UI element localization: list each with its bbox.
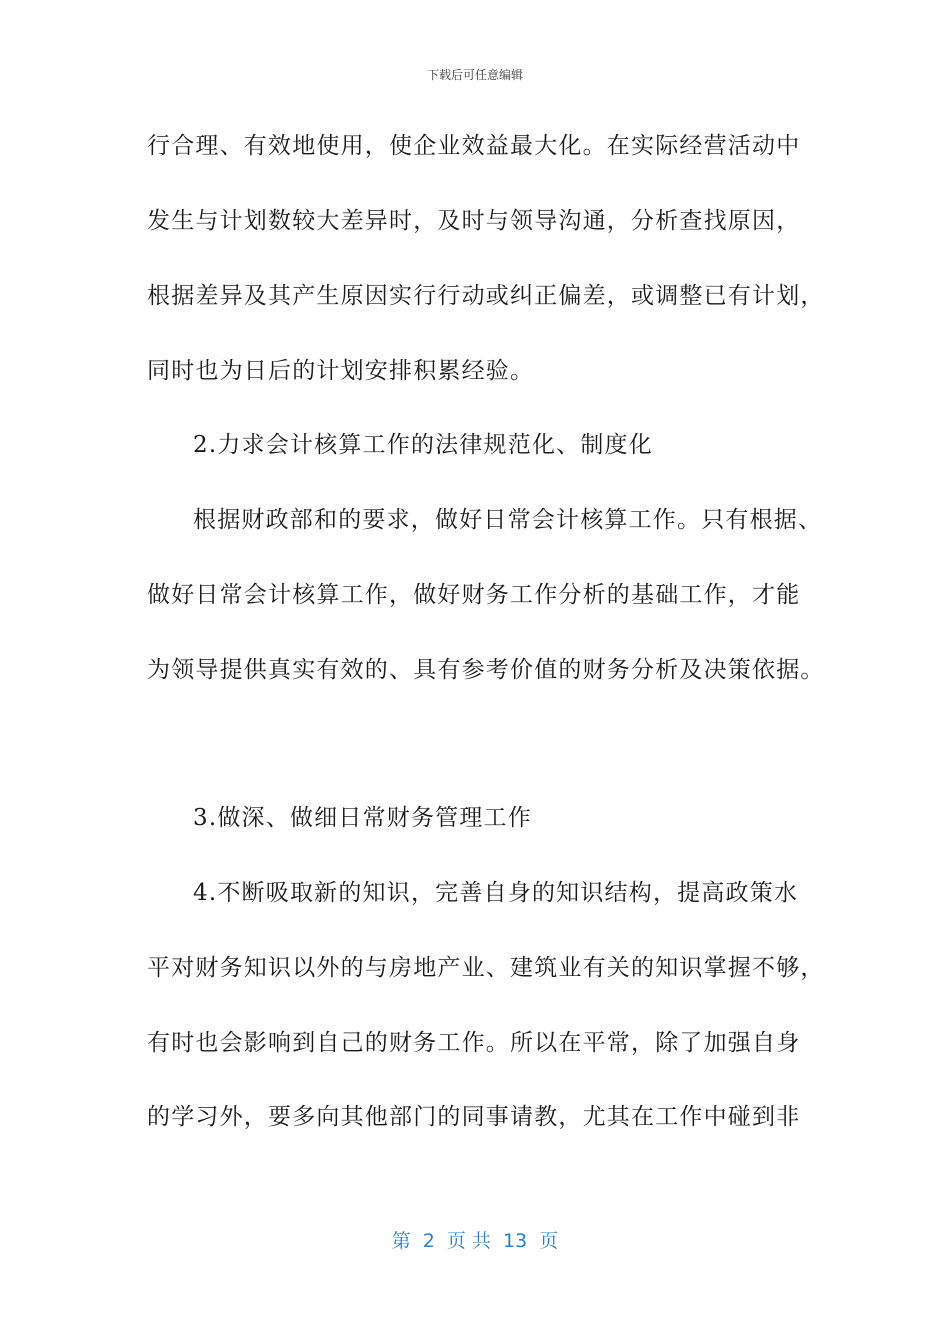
section-heading: 4.不断吸取新的知识，完善自身的知识结构，提高政策水 xyxy=(193,880,799,906)
body-line: 有时也会影响到自己的财务工作。所以在平常，除了加强自身 xyxy=(147,1030,801,1056)
body-line: 为领导提供真实有效的、具有参考价值的财务分析及决策依据。 xyxy=(147,657,825,683)
body-line: 的学习外，要多向其他部门的同事请教，尤其在工作中碰到非 xyxy=(147,1104,801,1130)
body-line: 平对财务知识以外的与房地产业、建筑业有关的知识掌握不够， xyxy=(147,955,825,981)
page-number-footer: 第 2 页 共 13 页 xyxy=(391,1230,559,1252)
body-line: 做好日常会计核算工作，做好财务工作分析的基础工作，才能 xyxy=(147,582,801,608)
body-line: 行合理、有效地使用，使企业效益最大化。在实际经营活动中 xyxy=(147,133,801,159)
body-line: 根据差异及其产生原因实行行动或纠正偏差，或调整已有计划， xyxy=(147,283,825,309)
section-heading: 3.做深、做细日常财务管理工作 xyxy=(193,805,532,831)
section-heading: 2.力求会计核算工作的法律规范化、制度化 xyxy=(193,432,653,458)
body-line: 根据财政部和的要求，做好日常会计核算工作。只有根据、 xyxy=(193,507,823,533)
body-line: 同时也为日后的计划安排积累经验。 xyxy=(147,358,535,384)
page-header-note: 下载后可任意编辑 xyxy=(426,68,523,82)
body-line: 发生与计划数较大差异时，及时与领导沟通，分析查找原因， xyxy=(147,208,801,234)
